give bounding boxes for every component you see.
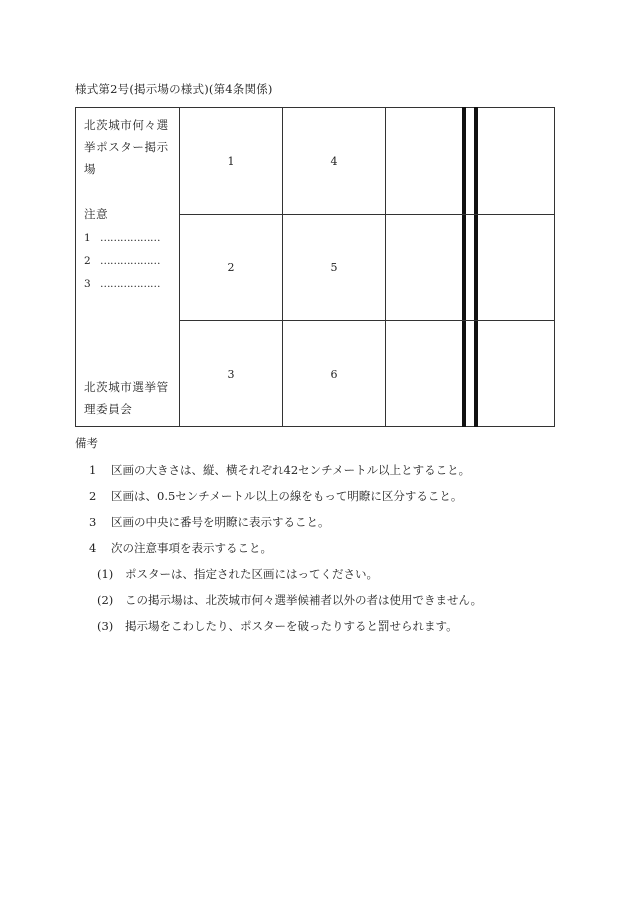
sub-remark-text: この掲示場は、北茨城市何々選挙候補者以外の者は使用できません。 (125, 593, 483, 607)
notice-item-number: 2 (84, 255, 91, 267)
sub-remark-text: 掲示場をこわしたり、ポスターを破ったりすると罰せられます。 (125, 619, 458, 633)
notice-heading: 注意 (84, 207, 109, 221)
notice-item (84, 278, 160, 290)
sub-remark-item (97, 566, 378, 582)
board-name-line: 北茨城市何々選 (84, 118, 169, 132)
sub-remark-number: (2) (97, 593, 114, 607)
board-name (84, 114, 178, 180)
committee-name-line: 北茨城市選挙管 (84, 380, 169, 394)
sub-remark-number: (1) (97, 567, 114, 581)
notice-item (84, 255, 160, 267)
form-title: 様式第2号(掲示場の様式)(第4条関係) (75, 82, 273, 96)
notice-item (84, 232, 160, 244)
cell-number: 2 (227, 261, 235, 274)
remark-item (89, 540, 272, 556)
remark-text: 区画の大きさは、縦、横それぞれ42センチメートル以上とすること。 (111, 463, 471, 477)
grid-line (179, 320, 554, 321)
poster-board-diagram (75, 107, 555, 427)
board-name-line: 挙ポスター掲示 (84, 140, 169, 154)
remark-item (89, 462, 470, 478)
grid-line (385, 108, 386, 426)
cell-number: 1 (227, 155, 235, 168)
sub-remark-text: ポスターは、指定された区画にはってください。 (125, 567, 378, 581)
cell-number: 3 (227, 368, 235, 381)
remark-text: 区画は、0.5センチメートル以上の線をもって明瞭に区分すること。 (111, 489, 463, 503)
remark-number: 1 (89, 463, 97, 477)
remark-text: 区画の中央に番号を明瞭に表示すること。 (111, 515, 330, 529)
committee-name (84, 376, 169, 420)
remark-number: 2 (89, 489, 97, 503)
cell-number: 5 (330, 261, 338, 274)
cell-number: 4 (330, 155, 338, 168)
sub-remark-item (97, 618, 458, 634)
notice-item-number: 1 (84, 232, 91, 244)
remark-text: 次の注意事項を表示すること。 (111, 541, 272, 555)
notice-item-dots: ……………… (100, 255, 160, 267)
notice-item-dots: ……………… (100, 278, 160, 290)
remark-item (89, 514, 330, 530)
grid-line (179, 108, 180, 426)
remark-number: 3 (89, 515, 97, 529)
sub-remark-item (97, 592, 482, 608)
committee-name-line: 理委員会 (84, 402, 133, 416)
grid-line (282, 108, 283, 426)
thick-divider (462, 107, 466, 427)
notice-item-number: 3 (84, 278, 91, 290)
notice-item-dots: ……………… (100, 232, 160, 244)
remark-item (89, 488, 462, 504)
board-name-line: 場 (84, 162, 97, 176)
cell-number: 6 (330, 368, 338, 381)
remarks-heading: 備考 (75, 436, 98, 450)
grid-line (179, 214, 554, 215)
remark-number: 4 (89, 541, 97, 555)
sub-remark-number: (3) (97, 619, 114, 633)
thick-divider (474, 107, 478, 427)
